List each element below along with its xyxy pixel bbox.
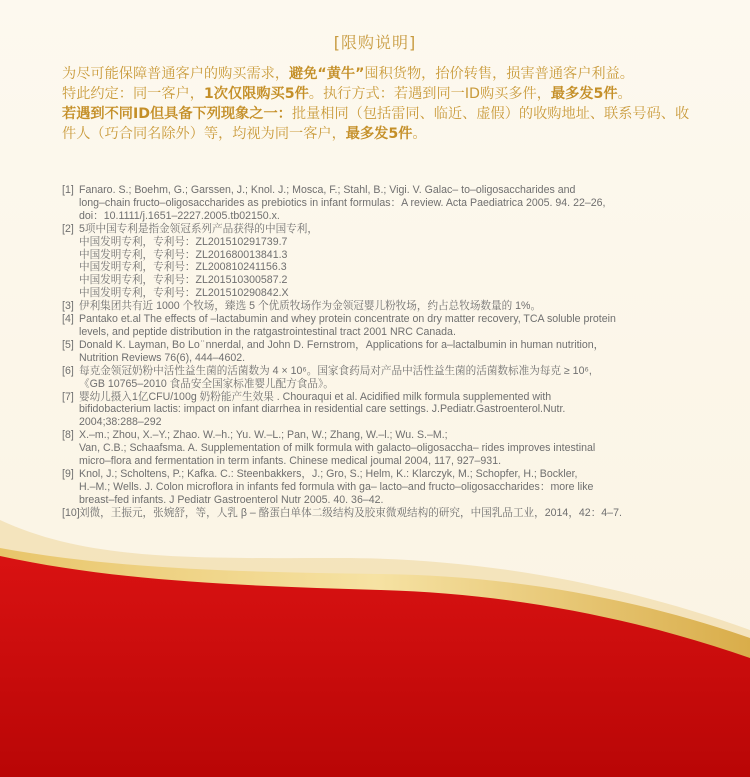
reference-line [62, 210, 712, 223]
reference-line [62, 352, 712, 365]
reference-text: Knol, J.; Scholtens, P.; Kafka. C.: Steenbakkers，J.; Gro, S.; Helm, K.: Klarczyk, M.; Schopfer, H.; Bockler, [79, 467, 578, 480]
reference-text: Van, C.B.; Schaafsma. A. Supplementation of milk formula with galacto–oligosaccha– rides improves intestinal [79, 442, 596, 455]
reference-line [62, 197, 712, 210]
reference-number: [5] [62, 338, 74, 351]
notice-title: [限购说明] [333, 33, 417, 52]
reference-text: 中国发明专利，专利号：ZL201510291739.7 [79, 235, 288, 248]
reference-text: micro–flora and fermentation in term infants. Chinese medical joumal 2004, 117, 927–931. [79, 455, 502, 468]
notice-body [62, 64, 702, 144]
reference-text: doi：10.1111/j.1651–2227.2005.tb02150.x. [79, 209, 280, 222]
reference-number: [10] [62, 506, 80, 519]
reference-number: [3] [62, 300, 74, 313]
notice-text: 。执行方式：若遇到同一ID购买多件， [308, 86, 551, 102]
red-gold-footer-wave [0, 520, 750, 777]
reference-line [62, 184, 712, 197]
reference-line [62, 391, 712, 404]
reference-line [62, 249, 712, 262]
reference-line [62, 313, 712, 326]
notice-paragraph-2 [62, 84, 702, 104]
reference-line [62, 365, 712, 378]
reference-text: 中国发明专利，专利号：ZL200810241156.3 [79, 261, 287, 274]
reference-number: [6] [62, 364, 74, 377]
reference-text: 《GB 10765–2010 食品安全国家标准婴儿配方食品》。 [79, 377, 334, 390]
reference-item [62, 339, 712, 365]
reference-line [62, 274, 712, 287]
reference-line [62, 507, 712, 520]
notice-text: 批量相同（包括雷同、临近、虚假）的收购地址、联系号码、收件人（巧合同名除外）等，均视为同一客户， [62, 106, 690, 142]
reference-item [62, 223, 712, 300]
reference-number: [7] [62, 390, 74, 403]
reference-text: 婴幼儿摄入1亿CFU/100g 奶粉能产生效果 . Chouraqui et al. Acidified milk formula supplemented with [79, 390, 552, 403]
notice-text: 。 [617, 86, 632, 102]
reference-text: X.–m.; Zhou, X.–Y.; Zhao. W.–h.; Yu. W.–L.; Pan, W.; Zhang, W.–l.; Wu. S.–M.; [79, 429, 448, 442]
reference-text: 每克金领冠奶粉中活性益生菌的活菌数为 4 × 10⁶。国家食药局对产品中活性益生菌的活菌数标准为每克 ≥ 10⁶, [79, 364, 592, 377]
reference-line [62, 300, 712, 313]
reference-line [62, 468, 712, 481]
reference-line [62, 261, 712, 274]
reference-text: long–chain fructo–oligosaccharides as prebiotics in infant formulas：A review. Acta Paediatrica 2005. 94. 22–26, [79, 196, 606, 209]
reference-line [62, 455, 712, 468]
reference-line [62, 236, 712, 249]
reference-text: 刘微，王振元，张婉舒，等，人乳 β – 酪蛋白单体二级结构及胶束微观结构的研究，中国乳品工业，2014，42：4–7. [79, 506, 622, 519]
reference-text: Donald K. Layman, Bo Lo ̈ nnerdal, and John D. Fernstrom，Applications for a–lactalbumin in human nutrition， [79, 338, 605, 351]
purchase-limit-notice [0, 30, 750, 63]
reference-line [62, 326, 712, 339]
notice-text: 特此约定：同一客户， [62, 86, 204, 102]
notice-emphasis: 若遇到不同ID但具备下列现象之一： [62, 106, 292, 122]
reference-item [62, 313, 712, 339]
reference-line [62, 223, 712, 236]
reference-text: Nutrition Reviews 76(6), 444–4602. [79, 351, 246, 364]
notice-paragraph-1 [62, 64, 702, 84]
notice-emphasis: 最多发5件 [550, 86, 618, 102]
notice-emphasis: 最多发5件 [345, 126, 413, 142]
reference-text: 中国发明专利，专利号：ZL201510300587.2 [79, 274, 288, 287]
reference-text: bifidobacterium lactis: impact on infant diarrhea in residential care settings. J.Pediatr.Gastroenterol.Nutr. [79, 403, 566, 416]
reference-line [62, 442, 712, 455]
reference-number: [8] [62, 429, 74, 442]
reference-number: [1] [62, 184, 74, 196]
reference-line [62, 429, 712, 442]
reference-line [62, 416, 712, 429]
notice-paragraph-3 [62, 104, 702, 144]
reference-item [62, 184, 712, 223]
reference-text: Fanaro. S.; Boehm, G.; Garssen, J.; Knol. J.; Mosca, F.; Stahl, B.; Vigi. V. Galac– to–oligosaccharides and [79, 184, 576, 196]
reference-text: Pantako et.al The effects of –lactabumin and whey protein concentrate on dry matter recovery, TCA soluble protein [79, 313, 616, 326]
reference-text: H.–M.; Wells. J. Colon microflora in infants fed formula with ga– lacto–and fructo–oligosaccharides：more like [79, 480, 594, 493]
reference-text: breast–fed infants. J Pediatr Gastroenterol Nutr 2005. 40. 36–42. [79, 493, 384, 506]
reference-number: [2] [62, 222, 74, 235]
reference-item [62, 468, 712, 507]
notice-text: 。 [412, 126, 427, 142]
reference-item [62, 365, 712, 391]
reference-text: 5项中国专利是指金领冠系列产品获得的中国专利， [79, 222, 318, 235]
notice-text: 囤积货物，抬价转售，损害普通客户利益。 [364, 66, 634, 82]
reference-text: 中国发明专利，专利号：ZL201510290842.X [79, 287, 289, 300]
references-list [62, 184, 712, 520]
reference-text: 伊利集团共有近 1000 个牧场，臻选 5 个优质牧场作为金领冠婴儿粉牧场，约占总牧场数量的 1%。 [79, 300, 542, 313]
notice-emphasis: 1次仅限购买5件 [203, 86, 309, 102]
reference-line [62, 339, 712, 352]
reference-line [62, 481, 712, 494]
notice-emphasis: 避免“黄牛” [289, 66, 365, 82]
reference-line [62, 287, 712, 300]
reference-text: 中国发明专利，专利号：ZL201680013841.3 [79, 248, 288, 261]
reference-item [62, 391, 712, 430]
reference-item [62, 507, 712, 520]
reference-number: [9] [62, 467, 74, 480]
reference-item [62, 300, 712, 313]
reference-text: 2004;38:288–292 [79, 416, 162, 429]
reference-text: levels, and peptide distribution in the ratgastrointestinal tract 2001 NRC Canada. [79, 325, 456, 338]
reference-item [62, 429, 712, 468]
reference-line [62, 378, 712, 391]
reference-line [62, 403, 712, 416]
notice-text: 为尽可能保障普通客户的购买需求， [62, 66, 290, 82]
reference-number: [4] [62, 313, 74, 326]
reference-line [62, 494, 712, 507]
